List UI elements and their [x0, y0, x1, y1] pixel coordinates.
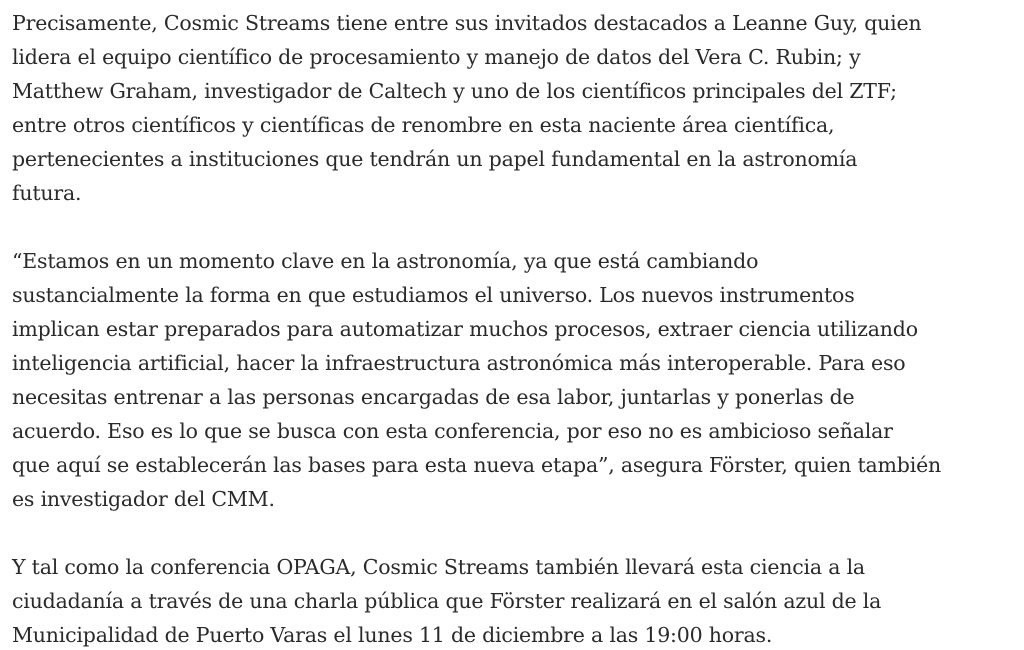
text-line: ciudadanía a través de una charla pública que Förster realizará en el salón azul de la: [12, 589, 882, 613]
text-line: que aquí se establecerán las bases para esta nueva etapa”, asegura Förster, quien también: [12, 453, 942, 477]
text-line: futura.: [12, 181, 82, 205]
text-line: Y tal como la conferencia OPAGA, Cosmic Streams también llevará esta ciencia a la: [12, 555, 865, 579]
text-line: pertenecientes a instituciones que tendrán un papel fundamental en la astronomía: [12, 147, 858, 171]
paragraph-public-talk: [12, 550, 1014, 650]
paragraph-invited-guests: [12, 6, 1014, 210]
text-line: Precisamente, Cosmic Streams tiene entre sus invitados destacados a Leanne Guy, quien: [12, 11, 922, 35]
text-line: entre otros científicos y científicas de renombre en esta naciente área científica,: [12, 113, 835, 137]
text-line: implican estar preparados para automatizar muchos procesos, extraer ciencia utilizando: [12, 317, 918, 341]
text-line: “Estamos en un momento clave en la astronomía, ya que está cambiando: [12, 249, 759, 273]
text-line: acuerdo. Eso es lo que se busca con esta conferencia, por eso no es ambicioso señalar: [12, 419, 893, 443]
text-line: es investigador del CMM.: [12, 487, 275, 511]
text-line: Municipalidad de Puerto Varas el lunes 11 de diciembre a las 19:00 horas.: [12, 623, 773, 647]
text-line: lidera el equipo científico de procesamiento y manejo de datos del Vera C. Rubin; y: [12, 45, 861, 69]
text-line: Matthew Graham, investigador de Caltech y uno de los científicos principales del ZTF;: [12, 79, 897, 103]
text-line: necesitas entrenar a las personas encargadas de esa labor, juntarlas y ponerlas de: [12, 385, 855, 409]
text-line: inteligencia artificial, hacer la infraestructura astronómica más interoperable. Para eso: [12, 351, 906, 375]
text-line: sustancialmente la forma en que estudiamos el universo. Los nuevos instrumentos: [12, 283, 855, 307]
paragraph-forster-quote: [12, 244, 1014, 516]
